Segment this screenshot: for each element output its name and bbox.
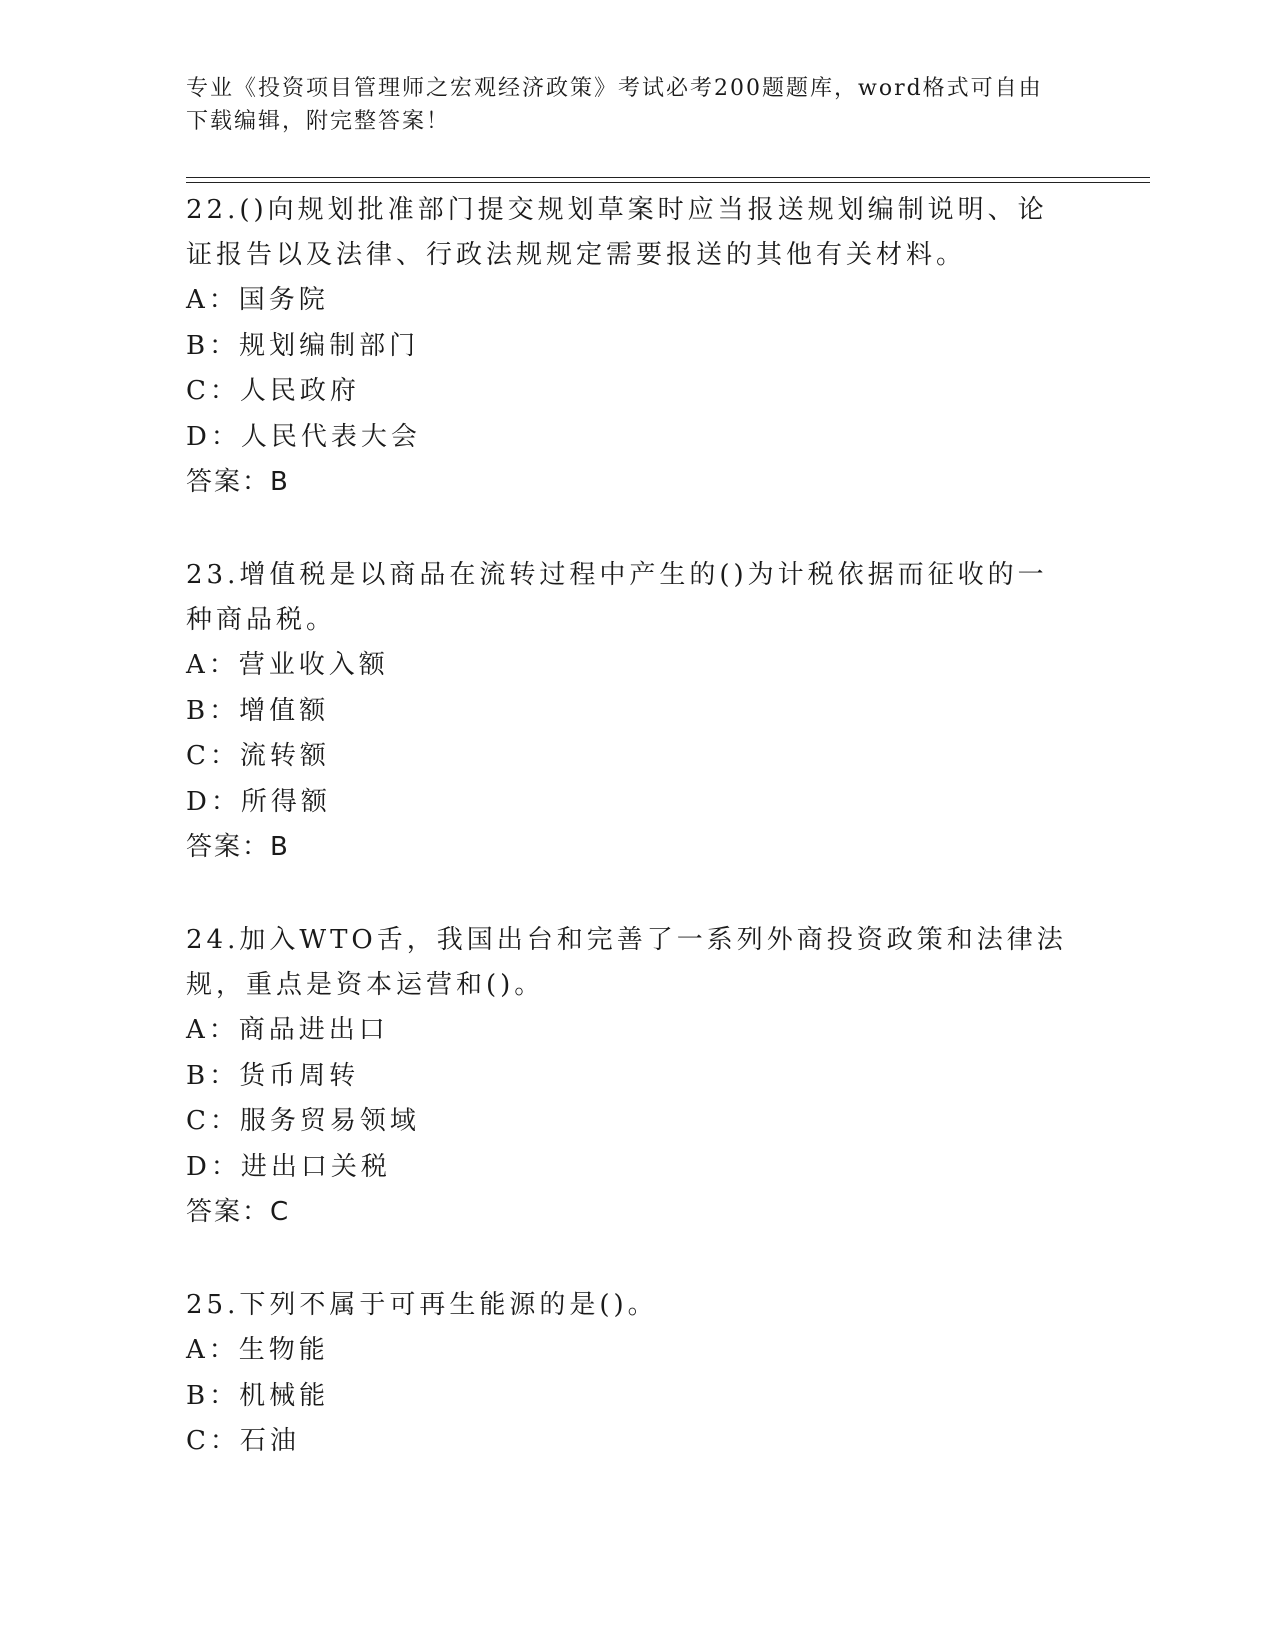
- option-c: C：流转额: [186, 741, 330, 771]
- option-c: C：石油: [186, 1426, 300, 1456]
- option-c: C：服务贸易领域: [186, 1106, 420, 1136]
- option-c: C：人民政府: [186, 376, 360, 406]
- question-stem: 24.加入WTO舌，我国出台和完善了一系列外商投资政策和法律法规，重点是资本运营和()。: [186, 925, 1067, 1000]
- option-a: A：营业收入额: [186, 650, 389, 680]
- intro-text: 专业《投资项目管理师之宏观经济政策》考试必考200题题库，word格式可自由下载编辑，附完整答案！: [186, 76, 1043, 134]
- option-d: D：所得额: [186, 786, 331, 817]
- option-a: A：国务院: [186, 285, 329, 315]
- question-stem: 22.()向规划批准部门提交规划草案时应当报送规划编制说明、论证报告以及法律、行政法规规定需要报送的其他有关材料。: [186, 195, 1048, 270]
- answer: 答案：B: [186, 832, 290, 862]
- option-b: B：机械能: [186, 1380, 330, 1411]
- divider-line: [186, 182, 1150, 183]
- question-22: [186, 188, 1076, 505]
- option-a: A：生物能: [186, 1335, 329, 1365]
- question-stem: 23.增值税是以商品在流转过程中产生的()为计税依据而征收的一种商品税。: [186, 560, 1048, 635]
- question-stem: 25.下列不属于可再生能源的是()。: [186, 1290, 658, 1320]
- option-b: B：增值额: [186, 695, 330, 726]
- divider-line: [186, 177, 1150, 178]
- answer: 答案：C: [186, 1197, 291, 1227]
- question-24: [186, 918, 1076, 1235]
- option-a: A：商品进出口: [186, 1015, 389, 1045]
- question-23: [186, 553, 1076, 870]
- option-d: D：人民代表大会: [186, 421, 421, 452]
- option-b: B：规划编制部门: [186, 330, 420, 361]
- question-25: [186, 1283, 1076, 1465]
- option-d: D：进出口关税: [186, 1151, 391, 1182]
- option-b: B：货币周转: [186, 1060, 360, 1091]
- answer: 答案：B: [186, 467, 290, 497]
